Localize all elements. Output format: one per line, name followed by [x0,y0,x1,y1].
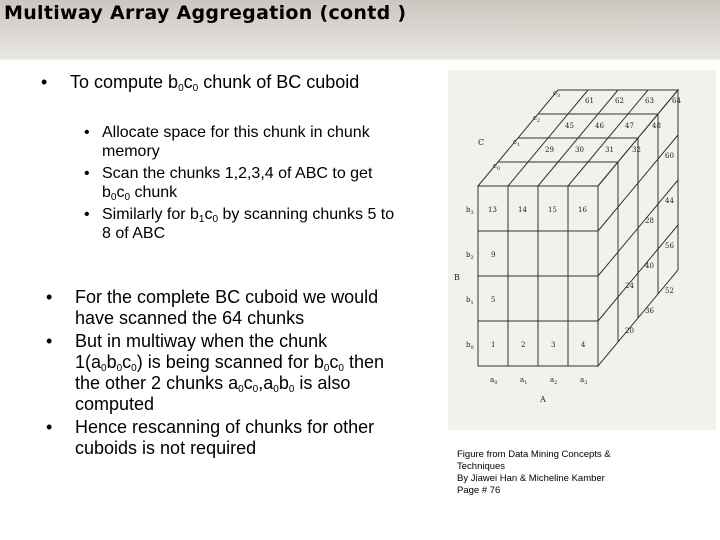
title-bar [0,0,720,58]
sub-bullet-similarly [102,206,397,243]
bullet-complete-bc [75,287,390,329]
cell-40: 40 [645,262,654,270]
cell-62: 62 [615,97,624,105]
cell-16: 16 [578,206,587,214]
cell-61: 61 [585,97,594,105]
subscript: 0 [110,191,117,203]
caption-line: By Jiawei Han & Micheline Kamber [457,473,605,484]
label-c3: $c_3$ [553,89,561,99]
subscript: 0 [131,363,137,374]
cell-29: 29 [545,146,554,154]
cell-64: 64 [672,97,681,105]
text-run: b [106,352,117,372]
cell-31: 31 [605,146,614,154]
top-bullet-list [70,72,380,93]
text-run: Hence rescanning of chunks for other cuboids is not required [75,417,375,458]
sub-bullet-allocate [102,124,397,161]
label-b2: $b_2$ [466,251,474,261]
text-run: c [122,352,132,372]
cell-44: 44 [665,197,674,205]
text-run: Allocate space for this chunk in chunk memory [102,124,370,160]
cell-32: 32 [632,146,641,154]
cell-30: 30 [575,146,584,154]
text-run: For the complete BC cuboid we would have scanned the 64 chunks [75,287,379,328]
text-run: c [329,352,339,372]
text-run: ) is being scanned for b [136,352,324,372]
slide-title: Multiway Array Aggregation (contd ) [4,2,407,24]
cell-46: 46 [595,122,604,130]
subscript: 0 [212,214,219,225]
text-run: But in multiway when the chunk 1(a [75,331,328,372]
caption-line: Techniques [457,461,506,472]
bullet-rescanning [75,417,390,459]
cell-15: 15 [548,206,557,214]
subscript: 0 [338,363,344,374]
cell-5: 5 [491,296,496,304]
label-a1: $a_1$ [520,376,528,386]
label-c2: $c_2$ [533,114,541,124]
subscript: 0 [252,384,259,395]
subscript: 0 [124,191,131,203]
subscript: 0 [288,384,295,395]
chunk-cube-figure [448,70,716,430]
label-b3: $b_3$ [466,206,474,216]
text-run: chunk of BC cuboid [198,72,360,92]
cell-48: 48 [652,122,661,130]
slide-content [0,60,720,540]
label-a3: $a_3$ [580,376,588,386]
sub-bullet-scan [102,165,397,202]
caption-line: Page # 76 [457,485,501,496]
label-b0: $b_0$ [466,341,474,351]
text-run: then the other 2 chunks a [75,352,385,393]
subscript: 0 [192,83,199,94]
text-run: c [243,373,253,393]
text-run: ,a [258,373,274,393]
text-run: c [183,72,193,92]
axis-c-label: C [478,138,485,147]
text-run: c [116,183,125,201]
figure-caption [457,449,611,497]
label-c0: $c_0$ [493,162,501,172]
cell-56: 56 [665,242,674,250]
cell-13: 13 [488,206,497,214]
bullet-multiway [75,331,390,415]
text-run: chunk [130,183,178,201]
subscript: 0 [273,384,279,395]
cell-4: 4 [581,341,586,349]
cell-52: 52 [665,287,674,295]
subscript: 0 [178,83,184,94]
cell-24: 24 [625,282,634,290]
bullet-compute-b0c0 [70,72,380,93]
subscript: 0 [116,363,123,374]
cell-63: 63 [645,97,654,105]
label-a2: $a_2$ [550,376,558,386]
cell-60: 60 [665,152,674,160]
cell-45: 45 [565,122,574,130]
label-b1: $b_1$ [466,296,474,306]
subscript: 1 [198,214,205,225]
text-run: c [204,206,213,223]
label-c1: $c_1$ [513,138,521,148]
text-run: Similarly for b [102,206,199,223]
axis-b-label: B [454,273,460,282]
subscript: 0 [238,384,244,395]
caption-line: Figure from Data Mining Concepts & [457,449,611,460]
cell-2: 2 [521,341,526,349]
label-a0: $a_0$ [490,376,498,386]
cell-28: 28 [645,217,654,225]
cell-3: 3 [551,341,556,349]
cell-14: 14 [518,206,527,214]
text-run: is also computed [75,373,351,414]
bottom-bullet-list [75,287,390,459]
cell-47: 47 [625,122,634,130]
sub-bullet-list [102,124,397,247]
text-run: Scan the chunks 1,2,3,4 of ABC to get b [102,165,373,201]
text-run: by scanning chunks 5 to 8 of ABC [102,206,395,242]
axis-a-label: A [540,395,546,404]
text-run: b [278,373,289,393]
cell-1: 1 [491,341,496,349]
cell-20: 20 [625,327,634,335]
subscript: 0 [323,363,330,374]
cell-9: 9 [491,251,496,259]
subscript: 0 [101,363,107,374]
text-run: To compute b [70,72,179,92]
cell-36: 36 [645,307,654,315]
